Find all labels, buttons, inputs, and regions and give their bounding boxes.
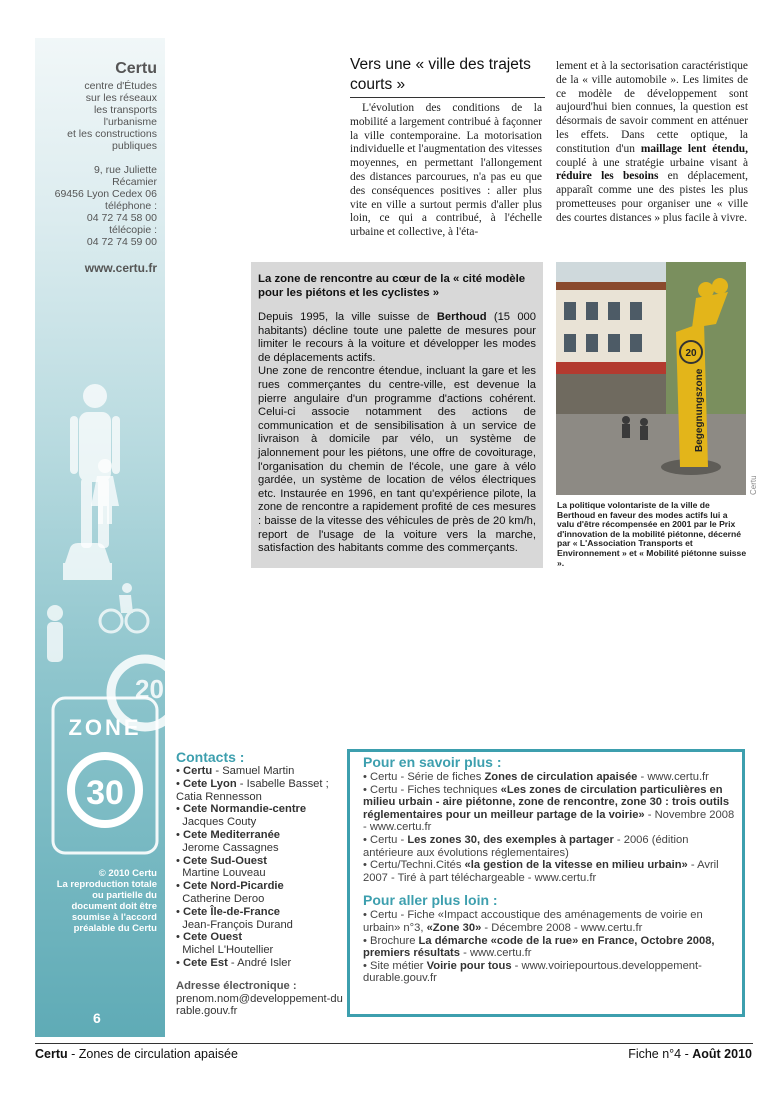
contact-item: • Cete Nord-Picardie Catherine Deroo [176, 880, 284, 905]
text-run: - Décembre 2008 - www.certu.fr [481, 921, 643, 934]
contact-name: - André Isler [227, 956, 292, 969]
address-line: 04 72 74 58 00 [86, 212, 157, 224]
further-reading-heading: Pour en savoir plus : [363, 754, 502, 770]
contact-name: Catherine Deroo [182, 892, 265, 905]
text-run: Brochure [370, 934, 419, 947]
org-line: l'urbanisme [103, 116, 157, 128]
emphasis-text: réduire les besoins [556, 170, 659, 183]
contact-org: Cete Nord-Picardie [183, 880, 284, 893]
contact-name: Michel L'Houtellier [182, 944, 274, 957]
copyright-line: document doit être [71, 901, 157, 912]
certu-logo: Certu [115, 60, 157, 77]
contact-org: Cete Ouest [183, 931, 243, 944]
address [40, 164, 157, 248]
article-column-2 [556, 60, 748, 226]
text-run: Certu - [370, 833, 408, 846]
text-run: Certu - Fiche «Impact accoustique des aménagements de voirie en urbain» n°3, [363, 909, 703, 934]
case-study-paragraph: Une zone de rencontre étendue, incluant la gare et les rues commerçantes du centre-ville, est devenue la pierre angulaire d'un programme d'actions cohérent. Celui-ci associe notamment des actions de communication et de sensibilisation à un service de livraison à domicile par vélo, un système de jalonnement pour les piétons, une offre de covoiturage, l'organisation du chemin de l'école, une gare à vélo gardée, un système de location de vélos électriques etc. Instaurée en 1996, en tant qu'expérience pilote, la zone de rencontre a rapidement profité de ces mesures : baisse de la vitesse des véhicules de près de 20 km/h, report de l'usage de la voiture vers la marche, satisfaction des habitants comme des commerçants. [258, 365, 536, 555]
contact-org: Certu [183, 765, 213, 777]
contact-org: Cete Île-de-France [183, 905, 281, 918]
reference-title: «la gestion de la vitesse en milieu urbain» [464, 859, 688, 872]
copyright-line: préalable du Certu [73, 923, 157, 934]
address-line: 04 72 74 59 00 [86, 236, 157, 248]
contacts-section [176, 749, 346, 1018]
case-study-body [258, 311, 536, 556]
org-line: et les constructions [67, 128, 157, 140]
org-line: publiques [112, 140, 157, 152]
photo-illustration [556, 262, 746, 495]
contact-name: Jean-François Durand [182, 918, 293, 931]
org-line: centre d'Études [84, 80, 157, 92]
zone-label: ZONE [68, 715, 142, 740]
text-run: - Avril 2007 - Tiré à part téléchargeable - www.certu.fr [363, 859, 719, 884]
reference-item[interactable]: • Certu - Série de fiches Zones de circulation apaisée - www.certu.fr [363, 771, 709, 783]
org-line: les transports [93, 104, 157, 116]
sidebar-contact-block [40, 60, 157, 274]
title-divider [350, 97, 545, 98]
contact-item: • Cete Mediterranée Jerome Cassagnes [176, 828, 281, 854]
text-run: - Novembre 2008 - www.certu.fr [363, 808, 735, 834]
contact-item: • Certu - Samuel Martin [176, 765, 295, 777]
text-run: Certu - Série de fiches [370, 771, 485, 783]
contact-item: • Cete Est - André Isler [176, 956, 292, 969]
go-further-heading: Pour aller plus loin : [363, 892, 498, 909]
photo-caption: La politique volontariste de la ville de Berthoud en faveur des modes actifs lui a valu d'être récompensée en 2001 par le Prix d'innovation de la mobilité piétonne, décerné par « L'Association Transports et Environnement » et « Mobilité piétonne suisse ». [557, 500, 747, 568]
text-run: Site métier [370, 959, 427, 972]
reference-item[interactable]: • Certu - Fiche «Impact accoustique des aménagements de voirie en urbain» n°3, «Zone 30» - Décembre 2008 - www.certu.fr [363, 909, 703, 934]
page-number: 6 [93, 1010, 101, 1026]
footer-series: - Zones de circulation apaisée [67, 1047, 238, 1061]
address-line: Récamier [112, 176, 157, 188]
text-run: - www.voiriepourtous.developpement-durable.gouv.fr [363, 959, 702, 985]
contact-name: Jerome Cassagnes [182, 841, 279, 854]
text-run: - www.certu.fr [460, 947, 532, 960]
reference-title: «Les zones de circulation particulières en milieu urbain - aire piétonne, zone de rencontre, zone 30 : trois outils réglementaires pour un meilleur partage de la voirie» [363, 783, 730, 821]
org-line: sur les réseaux [85, 92, 157, 104]
text-run: Certu/Techni.Cités [370, 859, 465, 872]
contact-name: - Isabelle Basset ; Catia Rennesson [176, 777, 329, 803]
email-address[interactable]: prenom.nom@developpement-durable.gouv.fr [176, 992, 343, 1018]
footer-publication [35, 1047, 238, 1061]
address-line: télécopie : [109, 224, 157, 236]
photo-sign-number: 20 [685, 348, 697, 359]
address-line: téléphone : [105, 200, 157, 212]
footer-issue-number: Fiche n°4 - [628, 1047, 693, 1061]
contact-org: Cete Mediterranée [183, 828, 281, 841]
reference-item[interactable]: • Certu - Fiches techniques «Les zones de circulation particulières en milieu urbain - aire piétonne, zone de rencontre, zone 30 : trois outils réglementaires pour un meilleur partage de la voirie» - Novembre 2008 - www.certu.fr [363, 783, 735, 834]
text-run: lement et à la sectorisation caractéristique de la « ville automobile ». Les limites de ce modèle de développement sont aujourd'hui bien connues, la question est désormais de savoir comment en atténuer les effets. Dans cette optique, la constitution d'un [556, 60, 748, 155]
text-run: en déplacement, apparaît comme une des pistes les plus prometteuses pour organiser une « ville des courtes distances » plus facile à vivre. [556, 170, 748, 224]
copyright-line: © 2010 Certu [98, 868, 157, 879]
case-study-title: La zone de rencontre au cœur de la « cité modèle pour les piétons et les cyclistes » [258, 273, 526, 299]
address-line: 69456 Lyon Cedex 06 [54, 188, 157, 200]
text-run: - www.certu.fr [637, 771, 709, 783]
zone-number: 30 [86, 774, 124, 812]
contact-item: • Cete Ouest Michel L'Houtellier [176, 931, 274, 957]
pedestrian-icon [70, 384, 120, 548]
text-run: Depuis 1995, la ville suisse de [258, 311, 437, 323]
contact-item: • Cete Lyon - Isabelle Basset ; Catia Rennesson [176, 777, 329, 803]
address-line: 9, rue Juliette [93, 164, 157, 176]
text-run: Certu - Fiches techniques [370, 783, 501, 796]
car-icon [63, 543, 112, 580]
text-run: - 2006 (édition antérieure aux évolutions réglementaires) [363, 833, 689, 859]
contact-item: • Cete Normandie-centre Jacques Couty [176, 803, 307, 829]
text-run: (15 000 habitants) décline toute une palette de mesures pour limiter le recours à la voiture et développer les modes de déplacements actifs. [258, 311, 536, 364]
emphasis-text: Berthoud [436, 311, 487, 323]
contact-org: Cete Sud-Ouest [183, 854, 267, 867]
further-reading-content [363, 754, 741, 985]
footer-date: Août 2010 [692, 1047, 752, 1061]
photo-sign-label: Begegnungszone [694, 368, 705, 452]
footer-issue [560, 1047, 752, 1061]
photo-credit: Certu [749, 475, 758, 495]
contact-org: Cete Lyon [183, 777, 237, 790]
website-link[interactable]: www.certu.fr [84, 261, 157, 275]
reference-item[interactable]: • Brochure La démarche «code de la rue» en France, Octobre 2008, premiers résultats - www.certu.fr [363, 934, 715, 960]
sign-20-number: 20 [135, 674, 164, 704]
contact-item: • Cete Sud-Ouest Martine Louveau [176, 854, 267, 880]
article-title: Vers une « ville des trajets courts » [350, 56, 531, 93]
reference-title: Les zones 30, des exemples à partager [407, 833, 614, 846]
contacts-heading: Contacts : [176, 749, 245, 765]
contact-name: - Samuel Martin [212, 765, 295, 777]
reference-title: Voirie pour tous [426, 959, 512, 972]
reference-item[interactable]: • Certu - Les zones 30, des exemples à partager - 2006 (édition antérieure aux évolutions réglementaires) [363, 833, 689, 859]
email-label: Adresse électronique : [176, 979, 297, 992]
copyright-line: La reproduction totale [56, 879, 157, 890]
copyright-line: ou partielle du [92, 890, 157, 901]
cyclist-icon [47, 583, 148, 662]
contact-org: Cete Est [183, 956, 228, 969]
contact-name: Martine Louveau [182, 867, 266, 880]
reference-title: Zones de circulation apaisée [484, 771, 638, 783]
reference-item[interactable]: • Site métier Voirie pour tous - www.voiriepourtous.developpement-durable.gouv.fr [363, 959, 702, 985]
footer-brand: Certu [35, 1047, 68, 1061]
reference-title: La démarche «code de la rue» en France, Octobre 2008, premiers résultats [363, 934, 715, 960]
text-run: couplé à une stratégie urbaine visant à [556, 156, 748, 169]
emphasis-text: maillage lent étendu, [640, 142, 748, 155]
berthoud-photo [556, 262, 746, 495]
contact-item: • Cete Île-de-France Jean-François Durand [176, 905, 293, 931]
copyright-line: soumise à l'accord [71, 912, 157, 923]
contact-org: Cete Normandie-centre [183, 803, 307, 816]
reference-item[interactable]: • Certu/Techni.Cités «la gestion de la vitesse en milieu urbain» - Avril 2007 - Tiré à part téléchargeable - www.certu.fr [363, 859, 719, 884]
reference-title: «Zone 30» [426, 921, 482, 934]
zone-30-sign-icon [53, 698, 157, 853]
contact-name: Jacques Couty [182, 816, 257, 829]
case-study-paragraph [258, 311, 536, 365]
copyright-notice [40, 868, 157, 934]
footer-divider [35, 1043, 753, 1044]
article-column-1: L'évolution des conditions de la mobilité a largement contribué à façonner la ville contemporaine. La motorisation individuelle et l'augmentation des vitesses moyennes, en permettant l'allongement des distances parcourues, n'a pas eu que des conséquences positives : aller plus vite en ville a surtout permis d'aller plus loin, ce qui a contribué, à l'échelle urbaine et collective, à l'éta- [350, 102, 542, 239]
